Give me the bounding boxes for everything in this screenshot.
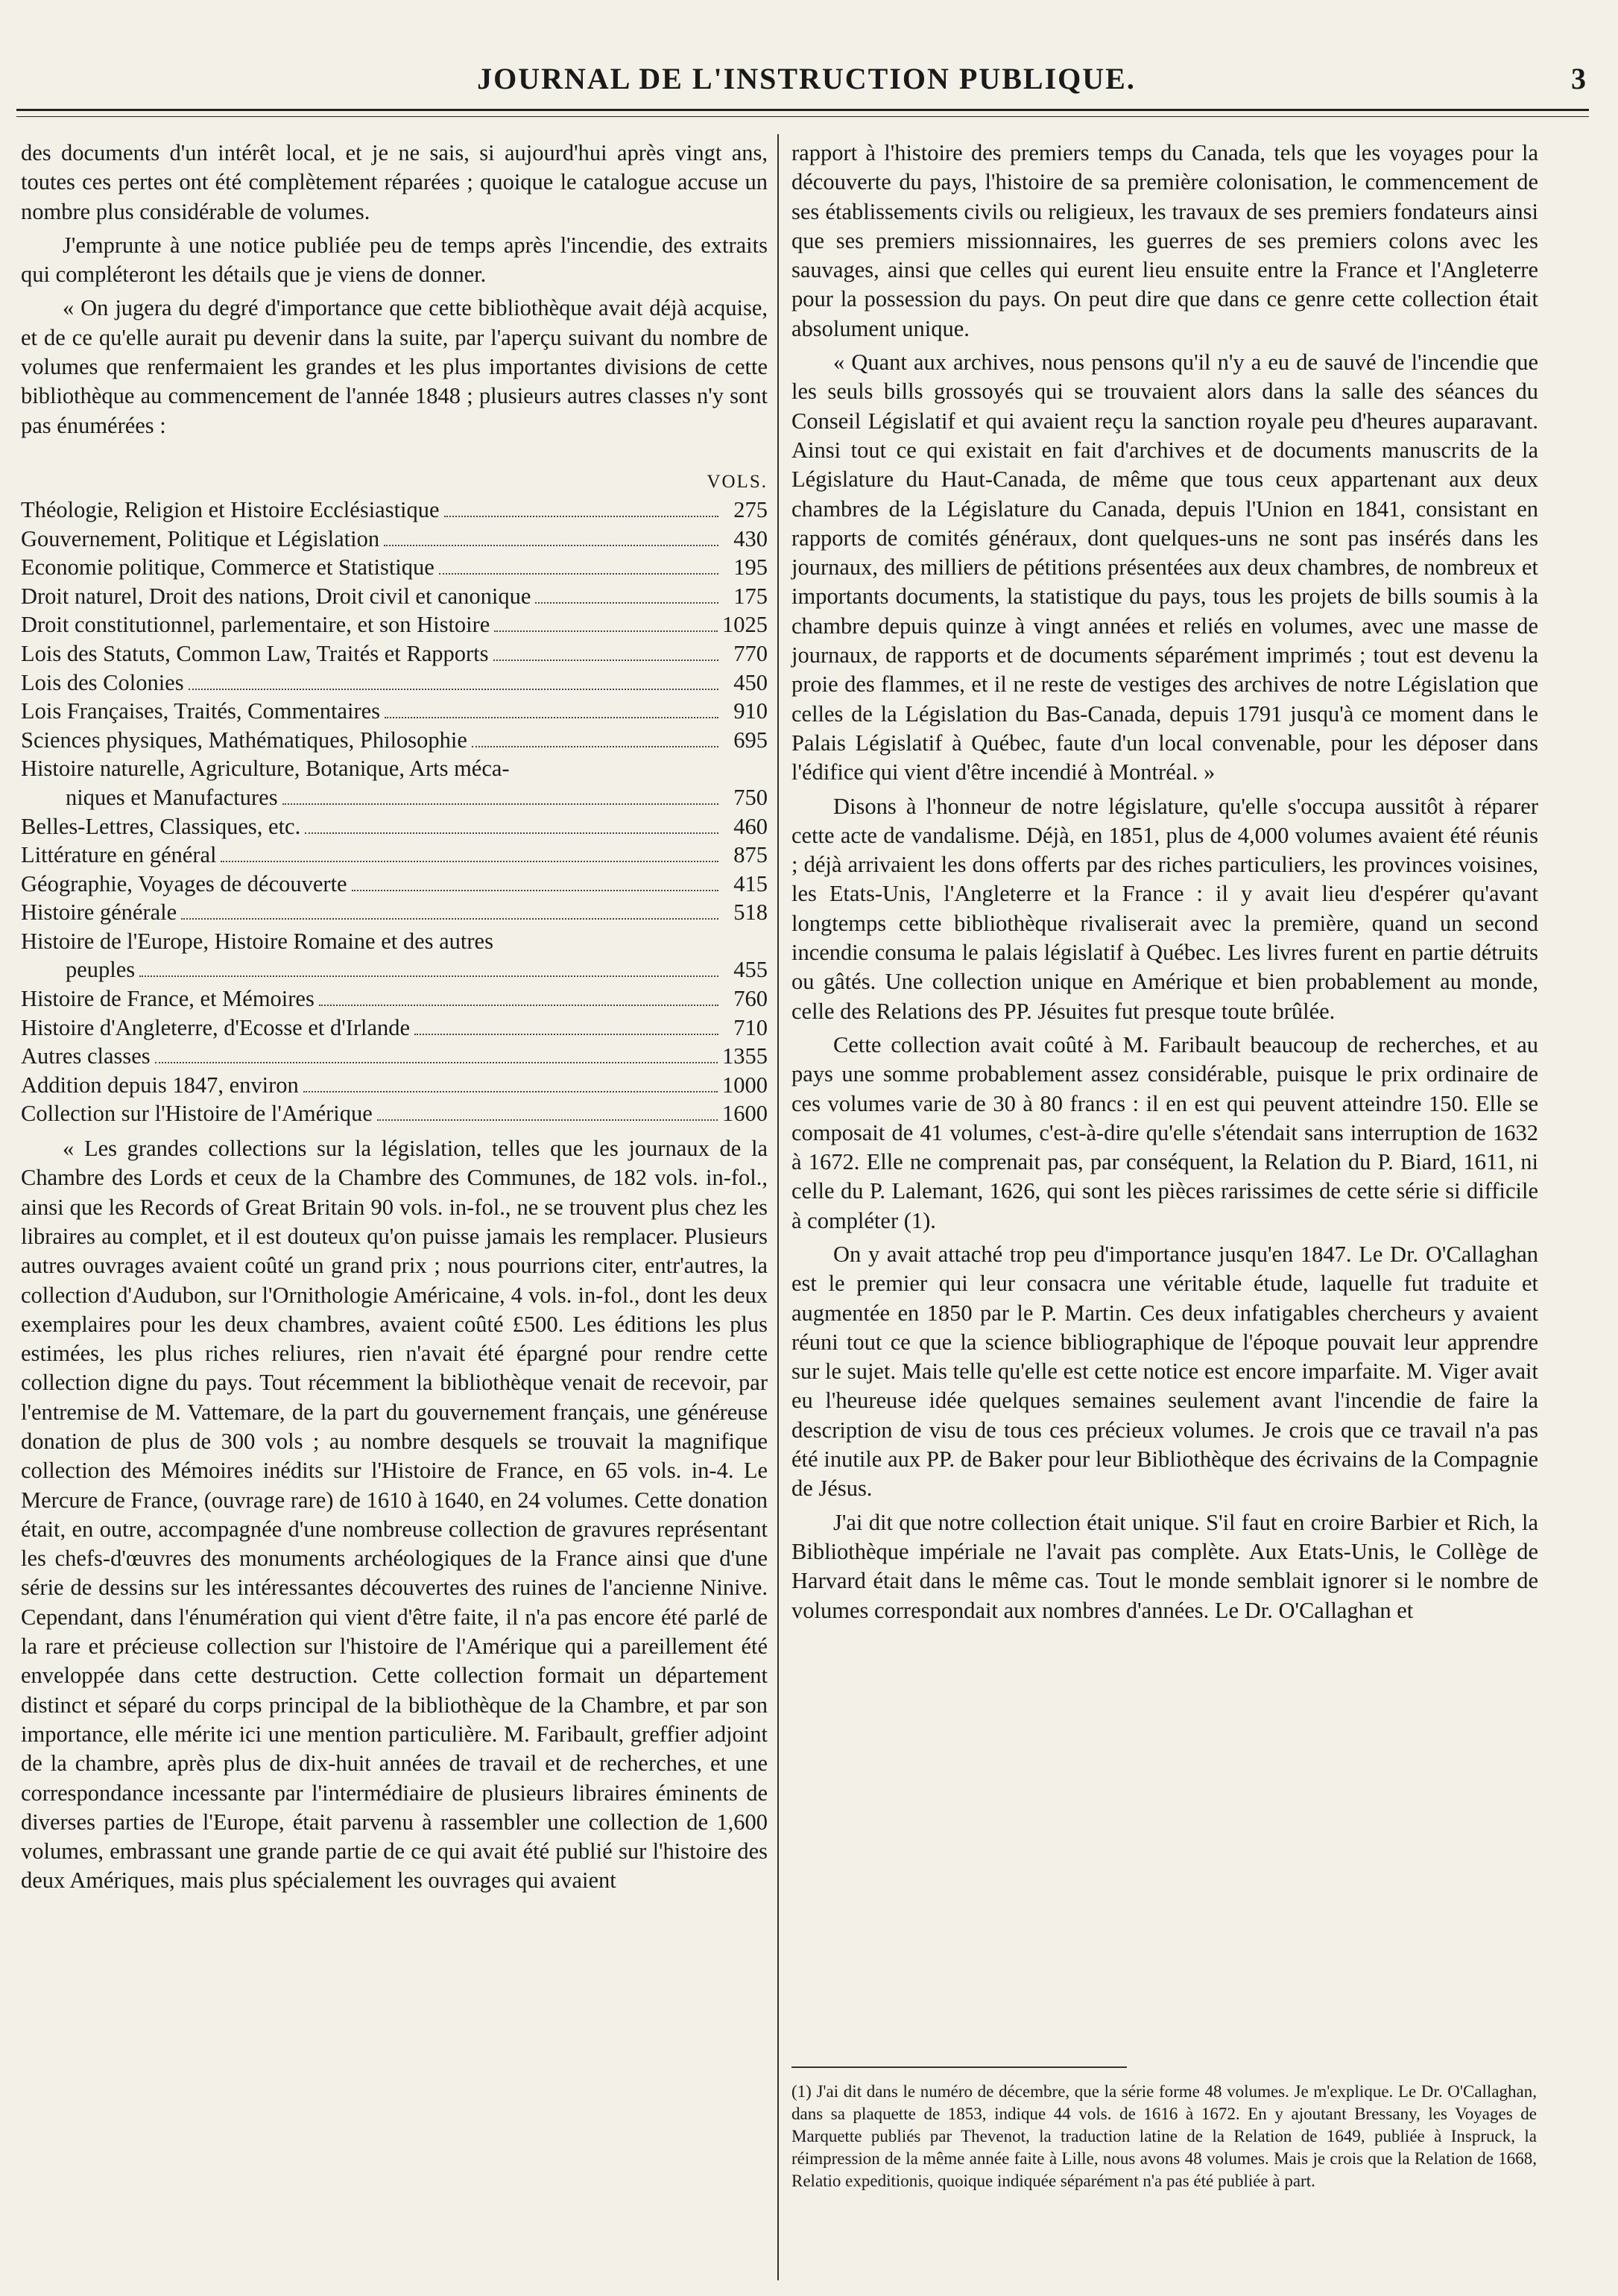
volumes-row-count: 175	[733, 583, 768, 609]
right-paragraph-5: On y avait attaché trop peu d'importance jusqu'en 1847. Le Dr. O'Callaghan est le premier qui leur consacra une véritable étude, laquelle fut traduite et augmentée en 1850 par le P. Martin. Ces deux infatigables chercheurs y avaient réuni tout ce que la science bibliographique de l'époque pouvait leur apprendre sur le sujet. Mais telle qu'elle est cette notice est encore imparfaite. M. Viger avait eu l'heureuse idée quelques semaines seulement avant l'incendie de faire la description de visu de tous ces précieux volumes. Je crois que ce travail n'a pas été inutile aux PP. de Baker pour leur Bibliothèque des écrivains de la Compagnie de Jésus.	[791, 1241, 1538, 1502]
volumes-row-count: 910	[733, 698, 768, 724]
volumes-row-label: Lois Françaises, Traités, Commentaires	[21, 698, 381, 724]
right-paragraph-6: J'ai dit que notre collection était unique. S'il faut en croire Barbier et Rich, la Bibliothèque impériale ne l'avait pas complète. Aux Etats-Unis, le Collège de Harvard était dans le même cas. Tout le monde semblait ignorer si le nombre de volumes correspondait aux nombres d'années. Le Dr. O'Callaghan et	[791, 1509, 1538, 1623]
volumes-row-count: 695	[733, 727, 768, 753]
dot-leader	[535, 602, 718, 604]
volumes-row-count: 455	[733, 957, 768, 983]
volumes-row-count: 275	[733, 496, 768, 522]
volumes-row-count: 430	[733, 525, 768, 551]
volumes-row-label: Belles-Lettres, Classiques, etc.	[21, 813, 301, 839]
dot-leader	[439, 573, 718, 575]
dot-leader	[493, 660, 719, 661]
volumes-row	[21, 668, 768, 698]
volumes-row-count: 195	[733, 554, 768, 581]
left-paragraph-4: « Les grandes collections sur la législation, telles que les journaux de la Chambre des Lords et ceux de la Chambre des Communes, de 182 vols. in-fol., ainsi que les Records of Great Britain 90 vols. in-fol., ne se trouvent plus chez les libraires au complet, et il est douteux qu'on puisse jamais les remplacer. Plusieurs autres ouvrages avaient coûté un grand prix ; nous pourrions citer, entr'autres, la collection d'Audubon, sur l'Ornithologie Américaine, 4 vols. in-fol., dont les deux exemplaires pour les deux chambres, avaient coûté £500. Les éditions les plus estimées, les plus riches reliures, rien n'avait été épargné pour rendre cette collection digne du pays. Tout récemment la bibliothèque venait de recevoir, par l'entremise de M. Vattemare, de la part du gouvernement français, une généreuse donation de plus de 300 vols ; au nombre desquels se trouvait la magnifique collection des Mémoires inédits sur l'Histoire de France, en 65 vols. in-4. Le Mercure de France, (ouvrage rare) de 1610 à 1640, en 24 volumes. Cette donation était, en outre, accompagnée d'une nombreuse collection de gravures représentant les chefs-d'œuvres des monuments archéologiques de la France ainsi que d'une série de dessins sur les intéressantes découvertes des ruines de l'ancienne Ninive. Cependant, dans l'énumération qui vient d'être faite, il n'a pas encore été parlé de la rare et précieuse collection sur l'histoire de l'Amérique qui a pareillement été enveloppée dans cette destruction. Cette collection formait un département distinct et séparé du corps principal de la bibliothèque de la Chambre, et par son importance, elle mérite ici une mention particulière. M. Faribault, greffier adjoint de la chambre, après plus de dix-huit années de travail et de recherches, et une correspondance incessante par l'intermédiaire de plusieurs libraires éminents de diverses parties de l'Europe, était parvenu à rassembler une collection de 1,600 volumes, embrassant une grande partie de ce qui avait été publié sur l'histoire des deux Amériques, mais plus spécialement les ouvrages qui avaient	[21, 1136, 768, 1894]
volumes-row-label: Sciences physiques, Mathématiques, Philosophie	[21, 727, 467, 753]
volumes-row	[21, 1042, 768, 1071]
dot-leader	[384, 545, 718, 546]
dot-leader	[155, 1062, 718, 1063]
volumes-row-label: Lois des Colonies	[21, 669, 184, 695]
volumes-row	[21, 870, 768, 899]
volumes-row-label: Histoire d'Angleterre, d'Ecosse et d'Irlande	[21, 1014, 411, 1040]
dot-leader	[472, 746, 718, 747]
volumes-row-count: 750	[733, 784, 768, 810]
volumes-row-label: Collection sur l'Histoire de l'Amérique	[21, 1101, 373, 1127]
footnote-rule	[791, 2066, 1127, 2068]
volumes-row-label: Histoire générale	[21, 899, 177, 926]
dot-leader	[319, 1005, 718, 1006]
volumes-row	[21, 610, 768, 639]
volumes-row-count: 710	[733, 1014, 768, 1040]
left-paragraph-3: « On jugera du degré d'importance que cette bibliothèque avait déjà acquise, et de ce qu'elle aurait pu devenir dans la suite, par l'aperçu suivant du nombre de volumes que renfermaient les grandes et les plus importantes divisions de cette bibliothèque au commencement de l'année 1848 ; plusieurs autres classes n'y sont pas énumérées :	[21, 295, 768, 438]
volumes-row-label: Droit naturel, Droit des nations, Droit civil et canonique	[21, 583, 531, 609]
left-column	[21, 139, 768, 1900]
volumes-row	[21, 496, 768, 525]
footnote: (1) J'ai dit dans le numéro de décembre, que la série forme 48 volumes. Je m'explique. Le Dr. O'Callaghan, dans sa plaquette de 1853, indique 44 vols. de 1616 à 1672. En y ajoutant Bressany, les Voyages de Marquette publiés par Thevenot, la traduction latine de la Relation de 1649, publiée à Inspruck, la réimpression de la même année faite à Lille, nous avons 48 volumes. Mais je crois que la Relation de 1668, Relatio expeditionis, quoique indiquée séparément n'a pas été publiée à part.	[791, 2082, 1537, 2190]
dot-leader	[377, 1119, 718, 1121]
volumes-row-count: 415	[733, 870, 768, 896]
volumes-row	[21, 726, 768, 755]
volumes-row-label: Droit constitutionnel, parlementaire, et son Histoire	[21, 612, 490, 638]
page-number: 3	[1571, 62, 1586, 95]
volumes-row-count: 460	[733, 813, 768, 839]
volumes-row-count: 1000	[722, 1072, 768, 1098]
volumes-row	[21, 525, 768, 554]
volumes-row-label: peuples	[66, 957, 136, 983]
volumes-row	[21, 927, 768, 956]
dot-leader	[181, 918, 718, 920]
volumes-row	[21, 1099, 768, 1128]
dot-leader	[139, 975, 718, 977]
volumes-row	[21, 553, 768, 582]
right-paragraph-2: « Quant aux archives, nous pensons qu'il n'y a eu de sauvé de l'incendie que les seuls bills grossoyés qui se trouvaient alors dans la salle des séances du Conseil Législatif et qui avaient reçu la sanction royale peu d'heures auparavant. Ainsi tout ce qui existait en fait d'archives et de documents manuscrits de la Législature du Haut-Canada, de même que tous ceux appartenant aux deux chambres de la Législature du Canada, depuis l'Union en 1841, consistant en rapports de comités généraux, dont quelques-uns ne sont pas insérés dans les journaux, des milliers de pétitions présentées aux deux chambres, de nombreux et importants documents, la statistique du pays, tous les projets de bills soumis à la chambre depuis quinze à vingt années et reliés en volumes, avec une masse de journaux, de rapports et de documents séparément imprimés ; tout est devenu la proie des flammes, et il ne reste de vestiges des archives de notre Législation que celles de la Législation du Bas-Canada, depuis 1791 jusqu'à ce moment dans le Palais Législatif à Québec, faute d'un local convenable, pour les déposer dans l'édifice qui vient d'être incendié à Montréal. »	[791, 350, 1538, 785]
volumes-row	[21, 955, 768, 984]
volumes-row-label: Histoire de France, et Mémoires	[21, 986, 315, 1012]
right-paragraph-1: rapport à l'histoire des premiers temps du Canada, tels que les voyages pour la découverte du pays, l'histoire de sa première colonisation, le commencement de ses établissements civils ou religieux, les travaux de ses premiers fondateurs ainsi que ses premiers missionnaires, les guerres de ses premiers colons avec les sauvages, ainsi que celles qui eurent lieu ensuite entre la France et l'Angleterre pour la possession du pays. On peut dire que dans ce genre cette collection était absolument unique.	[791, 140, 1538, 341]
volumes-row-count: 518	[733, 899, 768, 926]
volumes-row	[21, 841, 768, 870]
volumes-column-header: VOLS.	[707, 471, 768, 492]
volumes-row	[21, 697, 768, 726]
volumes-row-count: 450	[733, 669, 768, 695]
volumes-row	[21, 783, 768, 812]
volumes-row-label: Géographie, Voyages de découverte	[21, 870, 347, 896]
volumes-row	[21, 582, 768, 611]
journal-title: JOURNAL DE L'INSTRUCTION PUBLIQUE.	[477, 62, 1136, 95]
dot-leader	[352, 890, 718, 891]
volumes-row	[21, 898, 768, 927]
volumes-row	[21, 754, 768, 783]
volumes-row-label: Littérature en général	[21, 842, 217, 868]
volumes-row	[21, 984, 768, 1013]
right-column	[791, 139, 1538, 1630]
dot-leader	[303, 1091, 718, 1092]
volumes-row-count: 770	[733, 640, 768, 666]
volumes-row-label: Autres classes	[21, 1043, 151, 1069]
volumes-row-label: Economie politique, Commerce et Statistique	[21, 554, 434, 581]
dot-leader	[282, 803, 718, 805]
dot-leader	[305, 832, 718, 834]
dot-leader	[221, 861, 718, 862]
volumes-row-count: 1600	[722, 1101, 768, 1127]
volumes-row-count: 1025	[722, 612, 768, 638]
dot-leader	[414, 1034, 718, 1035]
volumes-row-label: niques et Manufactures	[66, 784, 278, 810]
volumes-row-label: Gouvernement, Politique et Législation	[21, 525, 380, 551]
volumes-row-label: Lois des Statuts, Common Law, Traités et Rapports	[21, 640, 489, 666]
dot-leader	[494, 630, 718, 632]
left-paragraph-1: des documents d'un intérêt local, et je ne sais, si aujourd'hui après vingt ans, toutes ces pertes ont été complètement réparées ; quoique le catalogue accuse un nombre plus considérable de volumes.	[21, 140, 768, 224]
volumes-row-count: 760	[733, 986, 768, 1012]
volumes-table	[21, 496, 768, 1128]
volumes-row-count: 875	[733, 842, 768, 868]
journal-page	[16, 0, 1596, 2296]
dot-leader	[385, 717, 718, 718]
volumes-row	[21, 1013, 768, 1043]
left-paragraph-2: J'emprunte à une notice publiée peu de temps après l'incendie, des extraits qui compléteront les détails que je viens de donner.	[21, 232, 768, 288]
right-paragraph-3: Disons à l'honneur de notre législature, qu'elle s'occupa aussitôt à réparer cette acte de vandalisme. Déjà, en 1851, plus de 4,000 volumes avaient été réunis ; déjà arrivaient les dons offerts par des riches particuliers, les provinces voisines, les Etats-Unis, l'Angleterre et la France : il y avait lieu d'espérer qu'avant longtemps cette bibliothèque rivaliserait avec la première, quand un second incendie consuma le palais législatif à Québec. Les livres furent en partie détruits ou gâtés. Une collection unique en Amérique et bien probablement au monde, celle des Relations des PP. Jésuites fut presque toute brûlée.	[791, 793, 1538, 1024]
dot-leader	[444, 516, 718, 517]
volumes-row-label: Histoire de l'Europe, Histoire Romaine et des autres	[21, 928, 493, 954]
right-paragraph-4: Cette collection avait coûté à M. Faribault beaucoup de recherches, et au pays une somme probablement assez considérable, puisque le prix ordinaire de ces volumes varie de 30 à 80 francs : il en est qui peuvent atteindre 150. Elle se composait de 41 volumes, c'est-à-dire qu'elle s'étendait sans interruption de 1632 à 1672. Elle ne comprenait pas, par conséquent, la Relation du P. Biard, 1611, ni celle du P. Lalemant, 1626, qui sont les pièces rarissimes de cette série si difficile à compléter (1).	[791, 1031, 1538, 1233]
volumes-row-label: Théologie, Religion et Histoire Ecclésiastique	[21, 496, 440, 522]
header-rule-thin	[16, 116, 1589, 117]
volumes-row	[21, 639, 768, 668]
header-rule-thick	[16, 109, 1589, 111]
volumes-row-count: 1355	[722, 1043, 768, 1069]
volumes-row	[21, 1071, 768, 1100]
volumes-row	[21, 812, 768, 841]
column-divider	[777, 134, 779, 2280]
volumes-row-label: Addition depuis 1847, environ	[21, 1072, 299, 1098]
page-header	[16, 61, 1596, 106]
volumes-row-label: Histoire naturelle, Agriculture, Botanique, Arts méca-	[21, 756, 510, 782]
dot-leader	[189, 689, 718, 690]
